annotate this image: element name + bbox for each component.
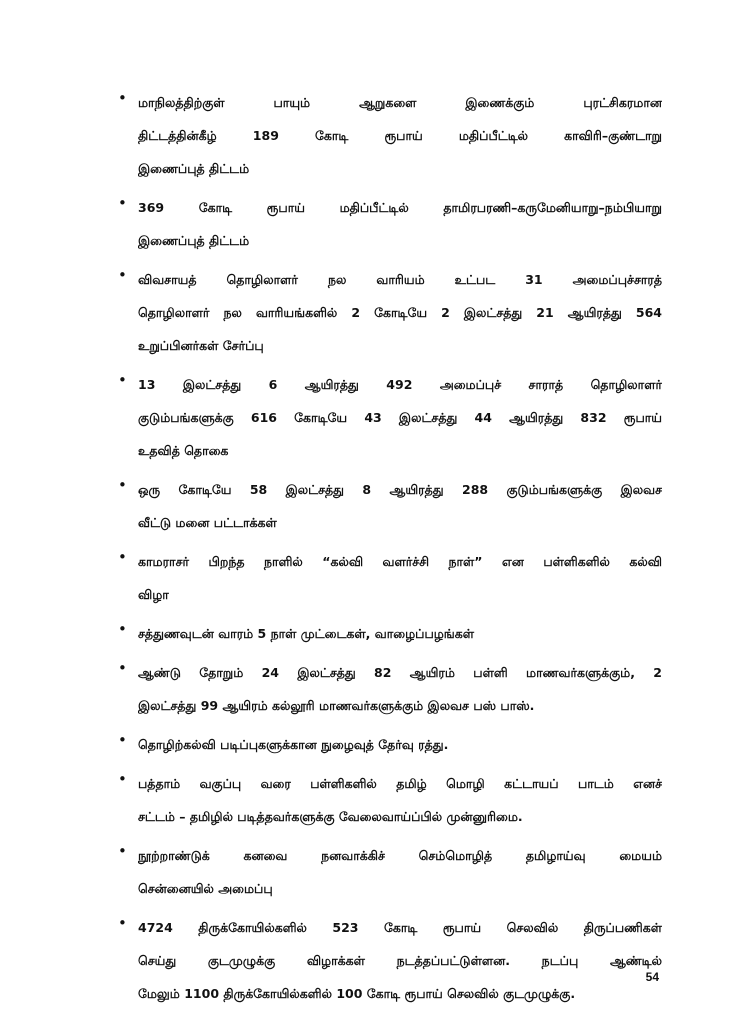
bullet-item (118, 728, 662, 761)
bullet-text-line: நூற்றாண்டுக் கனவை நனவாக்கிச் செம்மொழித் தமிழாய்வு மையம் (138, 848, 662, 863)
bullet-text-line: 369 கோடி ரூபாய் மதிப்பீட்டில் தாமிரபரணி–கருமேனியாறு–நம்பியாறு (138, 200, 662, 215)
bullet-text-line: செய்து குடமுழுக்கு விழாக்கள் நடத்தப்பட்டுள்ளன. நடப்பு ஆண்டில் (138, 953, 662, 968)
bullet-item (118, 911, 662, 1010)
bullet-text-line: 13 இலட்சத்து 6 ஆயிரத்து 492 அமைப்புச் சாராத் தொழிலாளர் (138, 377, 662, 392)
bullet-dot-icon: • (118, 548, 127, 566)
bullet-text-line: 4724 திருக்கோயில்களில் 523 கோடி ரூபாய் செலவில் திருப்பணிகள் (138, 920, 662, 935)
bullet-text-line: வீட்டு மனை பட்டாக்கள் (138, 515, 277, 530)
bullet-text-line: உதவித் தொகை (138, 443, 229, 458)
bullet-dot-icon: • (118, 194, 127, 212)
bullet-text-line: இலட்சத்து 99 ஆயிரம் கல்லூரி மாணவர்களுக்கும் இலவச பஸ் பாஸ். (138, 698, 535, 713)
bullet-text-line: பத்தாம் வகுப்பு வரை பள்ளிகளில் தமிழ் மொழி கட்டாயப் பாடம் எனச் (138, 776, 662, 791)
bullet-text-line: மாநிலத்திற்குள் பாயும் ஆறுகளை இணைக்கும் புரட்சிகரமான (138, 95, 662, 110)
bullet-item (118, 839, 662, 905)
bullet-item (118, 767, 662, 833)
bullet-text-line: விவசாயத் தொழிலாளர் நல வாரியம் உட்பட 31 அமைப்புச்சாரத் (138, 272, 662, 287)
page-number: 54 (645, 970, 659, 984)
bullet-text-line: இணைப்புத் திட்டம் (138, 161, 250, 176)
bullet-dot-icon: • (118, 770, 127, 788)
bullet-dot-icon: • (118, 842, 127, 860)
bullet-item (118, 473, 662, 539)
bullet-item (118, 368, 662, 467)
bullet-text-line: காமராசர் பிறந்த நாளில் “கல்வி வளர்ச்சி நாள்” என பள்ளிகளில் கல்வி (138, 554, 662, 569)
bullet-dot-icon: • (118, 731, 127, 749)
bullet-dot-icon: • (118, 89, 127, 107)
bullet-item (118, 617, 662, 650)
bullet-list (118, 86, 662, 1016)
bullet-text-line: ஒரு கோடியே 58 இலட்சத்து 8 ஆயிரத்து 288 குடும்பங்களுக்கு இலவச (138, 482, 662, 497)
bullet-text-line: சட்டம் – தமிழில் படித்தவர்களுக்கு வேலைவாய்ப்பில் முன்னுரிமை. (138, 809, 523, 824)
bullet-item (118, 656, 662, 722)
bullet-text-line: ஆண்டு தோறும் 24 இலட்சத்து 82 ஆயிரம் பள்ளி மாணவர்களுக்கும், 2 (138, 665, 662, 680)
bullet-text-line: உறுப்பினர்கள் சேர்ப்பு (138, 338, 264, 353)
bullet-text-line: இணைப்புத் திட்டம் (138, 233, 250, 248)
bullet-text-line: குடும்பங்களுக்கு 616 கோடியே 43 இலட்சத்து 44 ஆயிரத்து 832 ரூபாய் (138, 410, 662, 425)
bullet-text-line: தொழிற்கல்வி படிப்புகளுக்கான நுழைவுத் தேர்வு ரத்து. (138, 737, 449, 752)
bullet-text-line: மேலும் 1100 திருக்கோயில்களில் 100 கோடி ரூபாய் செலவில் குடமுழுக்கு. (138, 986, 576, 1001)
bullet-item (118, 86, 662, 185)
bullet-dot-icon: • (118, 371, 127, 389)
bullet-dot-icon: • (118, 914, 127, 932)
bullet-item (118, 263, 662, 362)
bullet-text-line: சத்துணவுடன் வாரம் 5 நாள் முட்டைகள், வாழைப்பழங்கள் (138, 626, 475, 641)
bullet-text-line: சென்னையில் அமைப்பு (138, 881, 273, 896)
bullet-item (118, 191, 662, 257)
bullet-item (118, 545, 662, 611)
bullet-dot-icon: • (118, 266, 127, 284)
bullet-dot-icon: • (118, 659, 127, 677)
bullet-text-line: திட்டத்தின்கீழ் 189 கோடி ரூபாய் மதிப்பீட்டில் காவிரி–குண்டாறு (138, 128, 662, 143)
bullet-dot-icon: • (118, 620, 127, 638)
bullet-text-line: தொழிலாளர் நல வாரியங்களில் 2 கோடியே 2 இலட்சத்து 21 ஆயிரத்து 564 (138, 305, 662, 320)
bullet-text-line: விழா (138, 587, 169, 602)
bullet-dot-icon: • (118, 476, 127, 494)
